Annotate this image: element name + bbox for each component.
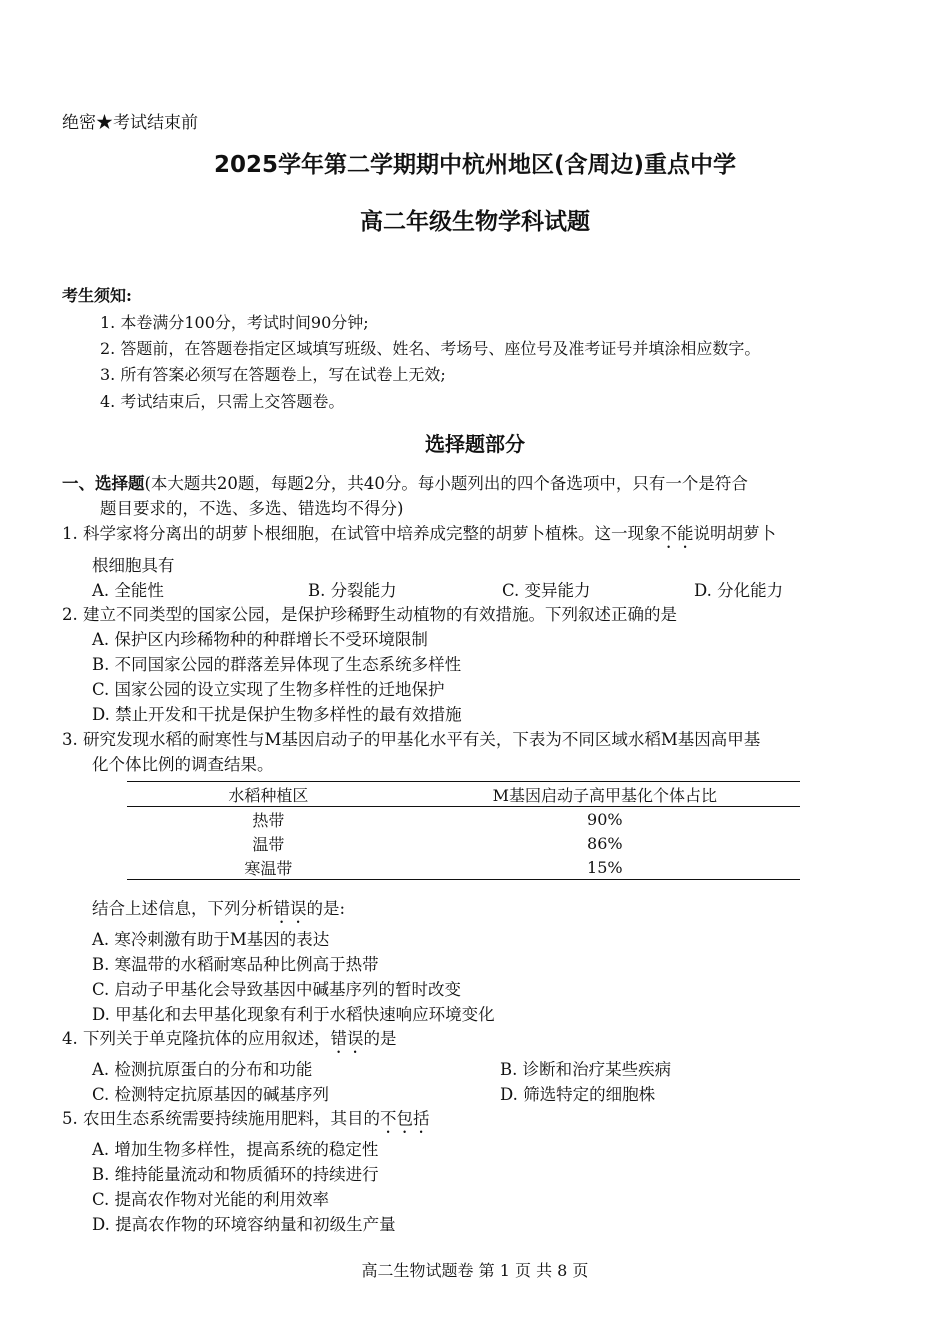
table-cell: 温带 [252, 834, 285, 854]
question-2-stem: 2. 建立不同类型的国家公园，是保护珍稀野生动植物的有效措施。下列叙述正确的是 [62, 605, 677, 624]
table-row [127, 855, 800, 880]
table-cell: 90% [587, 809, 623, 829]
exam-title: 2025学年第二学期期中杭州地区(含周边)重点中学 [213, 152, 737, 178]
option-b: B. 分裂能力 [308, 581, 397, 600]
notice-item: 4. 考试结束后，只需上交答题卷。 [100, 392, 345, 411]
stem-text: 说明胡萝卜 [693, 524, 776, 543]
option-b: B. 诊断和治疗某些疾病 [500, 1060, 672, 1079]
notice-item: 3. 所有答案必须写在答题卷上，写在试卷上无效; [100, 365, 446, 384]
option-d: D. 禁止开发和干扰是保护生物多样性的最有效措施 [92, 705, 462, 724]
table-row [127, 807, 800, 832]
option-a: A. 检测抗原蛋白的分布和功能 [92, 1060, 313, 1079]
emphasis-text: 不包括 [380, 1109, 430, 1128]
question-3-stem: 3. 研究发现水稻的耐寒性与M基因启动子的甲基化水平有关，下表为不同区域水稻M基因高甲基 [62, 730, 761, 749]
emphasis-text: 错误 [330, 1029, 364, 1048]
notice-item: 2. 答题前，在答题卷指定区域填写班级、姓名、考场号、座位号及准考证号并填涂相应数字。 [100, 339, 761, 358]
option-a: A. 保护区内珍稀物种的种群增长不受环境限制 [92, 630, 428, 649]
option-b: B. 不同国家公园的群落差异体现了生态系统多样性 [92, 655, 462, 674]
table-cell: 热带 [252, 810, 285, 830]
section-title: 选择题部分 [425, 432, 525, 456]
stem-text: 的是: [306, 899, 346, 918]
exam-subtitle: 高二年级生物学科试题 [360, 209, 590, 235]
table-cell: 寒温带 [244, 858, 293, 878]
table-header-row [127, 782, 800, 807]
question-1-stem [62, 520, 776, 552]
methylation-table [127, 781, 800, 880]
page-footer: 高二生物试题卷 第 1 页 共 8 页 [361, 1261, 589, 1280]
stem-text: 结合上述信息，下列分析 [92, 899, 274, 918]
table-cell: 15% [587, 857, 623, 877]
option-a: A. 寒冷刺激有助于M基因的表达 [92, 930, 330, 949]
stem-text: 5. 农田生态系统需要持续施用肥料，其目的 [62, 1109, 380, 1128]
option-d: D. 甲基化和去甲基化现象有利于水稻快速响应环境变化 [92, 1005, 495, 1024]
notice-item: 1. 本卷满分100分，考试时间90分钟; [100, 313, 369, 332]
option-d: D. 提高农作物的环境容纳量和初级生产量 [92, 1215, 396, 1234]
option-c: C. 提高农作物对光能的利用效率 [92, 1190, 330, 1209]
notice-heading: 考生须知: [62, 286, 132, 305]
option-c: C. 检测特定抗原基因的碱基序列 [92, 1085, 330, 1104]
part-description: (本大题共20题，每题2分，共40分。每小题列出的四个备选项中，只有一个是符合 [144, 474, 748, 493]
table-header: M基因启动子高甲基化个体占比 [492, 785, 718, 805]
part-label: 一、选择题 [62, 474, 145, 493]
emphasis-text: 不能 [660, 524, 694, 543]
option-b: B. 维持能量流动和物质循环的持续进行 [92, 1165, 379, 1184]
stem-text: 的是 [363, 1029, 397, 1048]
part-header [62, 470, 748, 494]
question-1-stem-cont: 根细胞具有 [92, 556, 175, 575]
part-description-cont: 题目要求的，不选、多选、错选均不得分) [100, 499, 404, 518]
option-a: A. 增加生物多样性，提高系统的稳定性 [92, 1140, 379, 1159]
table-cell: 86% [587, 833, 623, 853]
emphasis-text: 错误 [273, 899, 307, 918]
option-d: D. 分化能力 [694, 581, 784, 600]
option-d: D. 筛选特定的细胞株 [500, 1085, 656, 1104]
stem-text: 1. 科学家将分离出的胡萝卜根细胞，在试管中培养成完整的胡萝卜植株。这一现象 [62, 524, 661, 543]
confidential-label: 绝密★考试结束前 [62, 113, 198, 133]
option-c: C. 启动子甲基化会导致基因中碱基序列的暂时改变 [92, 980, 462, 999]
table-header: 水稻种植区 [228, 785, 309, 805]
stem-text: 4. 下列关于单克隆抗体的应用叙述， [62, 1029, 331, 1048]
option-a: A. 全能性 [92, 581, 164, 600]
option-c: C. 变异能力 [502, 581, 591, 600]
table-row [127, 831, 800, 855]
option-b: B. 寒温带的水稻耐寒品种比例高于热带 [92, 955, 379, 974]
question-4-stem [62, 1025, 397, 1057]
question-3-stem-cont: 化个体比例的调查结果。 [92, 755, 274, 774]
question-3-followup [92, 895, 345, 927]
option-c: C. 国家公园的设立实现了生物多样性的迁地保护 [92, 680, 445, 699]
question-5-stem [62, 1105, 430, 1137]
